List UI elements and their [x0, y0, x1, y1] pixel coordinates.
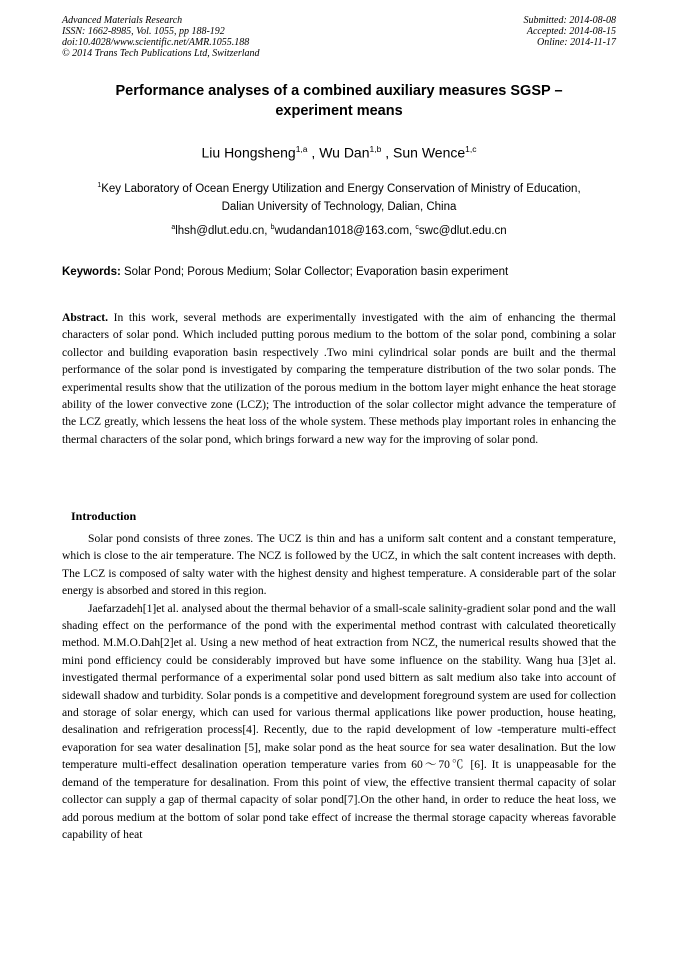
email-link[interactable]: swc@dlut.edu.cn [418, 224, 507, 237]
abstract [62, 309, 616, 448]
author-sup: 1,b [369, 144, 382, 154]
paragraph: Solar pond consists of three zones. The UCZ is thin and has a uniform salt content and a constant temperature, which is close to the air temperature. The NCZ is followed by the UCZ, in which the salt content increases with depth. The LCZ is composed of salty water with the highest density and highest temperature. A considerable part of the solar energy is absorbed and stored in this region. [62, 532, 616, 598]
email-link[interactable]: wudandan1018@163.com [274, 224, 410, 237]
email-sup: c [415, 224, 419, 231]
affiliation-line-1: Key Laboratory of Ocean Energy Utilization and Energy Conservation of Ministry of Education, [101, 182, 581, 195]
abstract-text: In this work, several methods are experimentally investigated with the aim of enhancing the thermal characters of solar pond. Which included putting porous medium to the bottom of the solar pond, combining a solar collector and building evaporation basin respectively .Two mini cylindrical solar ponds are built and the thermal performance of the solar pond is investigated by comparing the temperature distribution of the two solar ponds. The experimental results show that the utilization of the porous medium in the bottom layer might enhance the heat storage ability of the lower convective zone (LCZ); The introduction of the solar collector might advance the temperature of the LCZ greatly, which lessens the heat loss of the whole system. These methods play important roles in enhancing the thermal characters of the solar pond, which brings forward a new way for the improving of solar pond. [62, 311, 616, 446]
issn-line: ISSN: 1662-8985, Vol. 1055, pp 188-192 [62, 26, 225, 37]
keywords-text: Solar Pond; Porous Medium; Solar Collector; Evaporation basin experiment [124, 266, 509, 278]
paragraph: Jaefarzadeh[1]et al. analysed about the thermal behavior of a small-scale salinity-gradient solar pond and the wall shading effect on the performance of the pond with the experimental method contrast with calculated theoretically method. M.M.O.Dah[2]et al. Using a new method of heat extraction from NCZ, the numerical results showed that the mini pond efficiency could be considerably improved but have some influence on the stability. Wang hua [3]et al. investigated thermal performance of a experimental solar pond used bittern as salt medium also take into account of sidewall shadow and turbidity. Solar ponds is a competitive and development foreground system are used for collection and storage of solar energy, which can used for various thermal applications like power production, house heating, desalination and refrigeration process[4]. Recently, due to the rapid development of low -temperature multi-effect evaporation for sea water desalination [5], make solar pond as the heat source for sea water desalination. But the low temperature multi-effect desalination operation temperature varies from 60～70℃ [6]. It is unappeasable for the demand of the temperature for desalination. From this point of view, the effective transient thermal capacity of solar collector can supply a gap of thermal capacity of solar pond[7].On the other hand, in order to reduce the heat loss, we add porous medium at the bottom of solar pond take effect of increase the thermal storage capacity whereas favorable capability of heat [62, 601, 617, 841]
affiliation [62, 177, 616, 216]
doi-line: doi:10.4028/www.scientific.net/AMR.1055.188 [62, 37, 250, 48]
submitted-date: Submitted: 2014-08-08 [523, 15, 616, 26]
affiliation-sup: 1 [97, 182, 102, 189]
author-name: Wu Dan [319, 144, 370, 161]
journal-header-right [524, 15, 617, 48]
affiliation-line-2: Dalian University of Technology, Dalian, China [221, 200, 457, 213]
paper-title [62, 81, 616, 121]
author-list [62, 140, 616, 162]
author-name: Liu Hongsheng [201, 144, 296, 161]
author-sup: 1,a [295, 144, 308, 154]
author-separator: , [381, 144, 394, 161]
introduction-body [62, 530, 616, 843]
email-sup: b [270, 224, 275, 231]
author-sup: 1,c [465, 144, 477, 154]
journal-name: Advanced Materials Research [62, 15, 183, 26]
journal-header-left [62, 15, 260, 59]
abstract-label: Abstract. [62, 311, 109, 324]
email-sup: a [171, 224, 176, 231]
title-line-2: experiment means [275, 103, 403, 119]
email-list [62, 219, 616, 240]
author-name: Sun Wence [393, 144, 466, 161]
email-separator: , [409, 224, 416, 237]
email-link[interactable]: lhsh@dlut.edu.cn [175, 224, 265, 237]
accepted-date: Accepted: 2014-08-15 [526, 26, 616, 37]
online-date: Online: 2014-11-17 [537, 37, 616, 48]
keywords-label: Keywords: [62, 266, 121, 278]
author-separator: , [307, 144, 320, 161]
copyright-line: © 2014 Trans Tech Publications Ltd, Switzerland [62, 48, 260, 59]
section-heading-introduction: Introduction [71, 509, 137, 523]
email-separator: , [264, 224, 271, 237]
keywords [62, 263, 616, 281]
title-line-1: Performance analyses of a combined auxiliary measures SGSP – [115, 83, 563, 99]
